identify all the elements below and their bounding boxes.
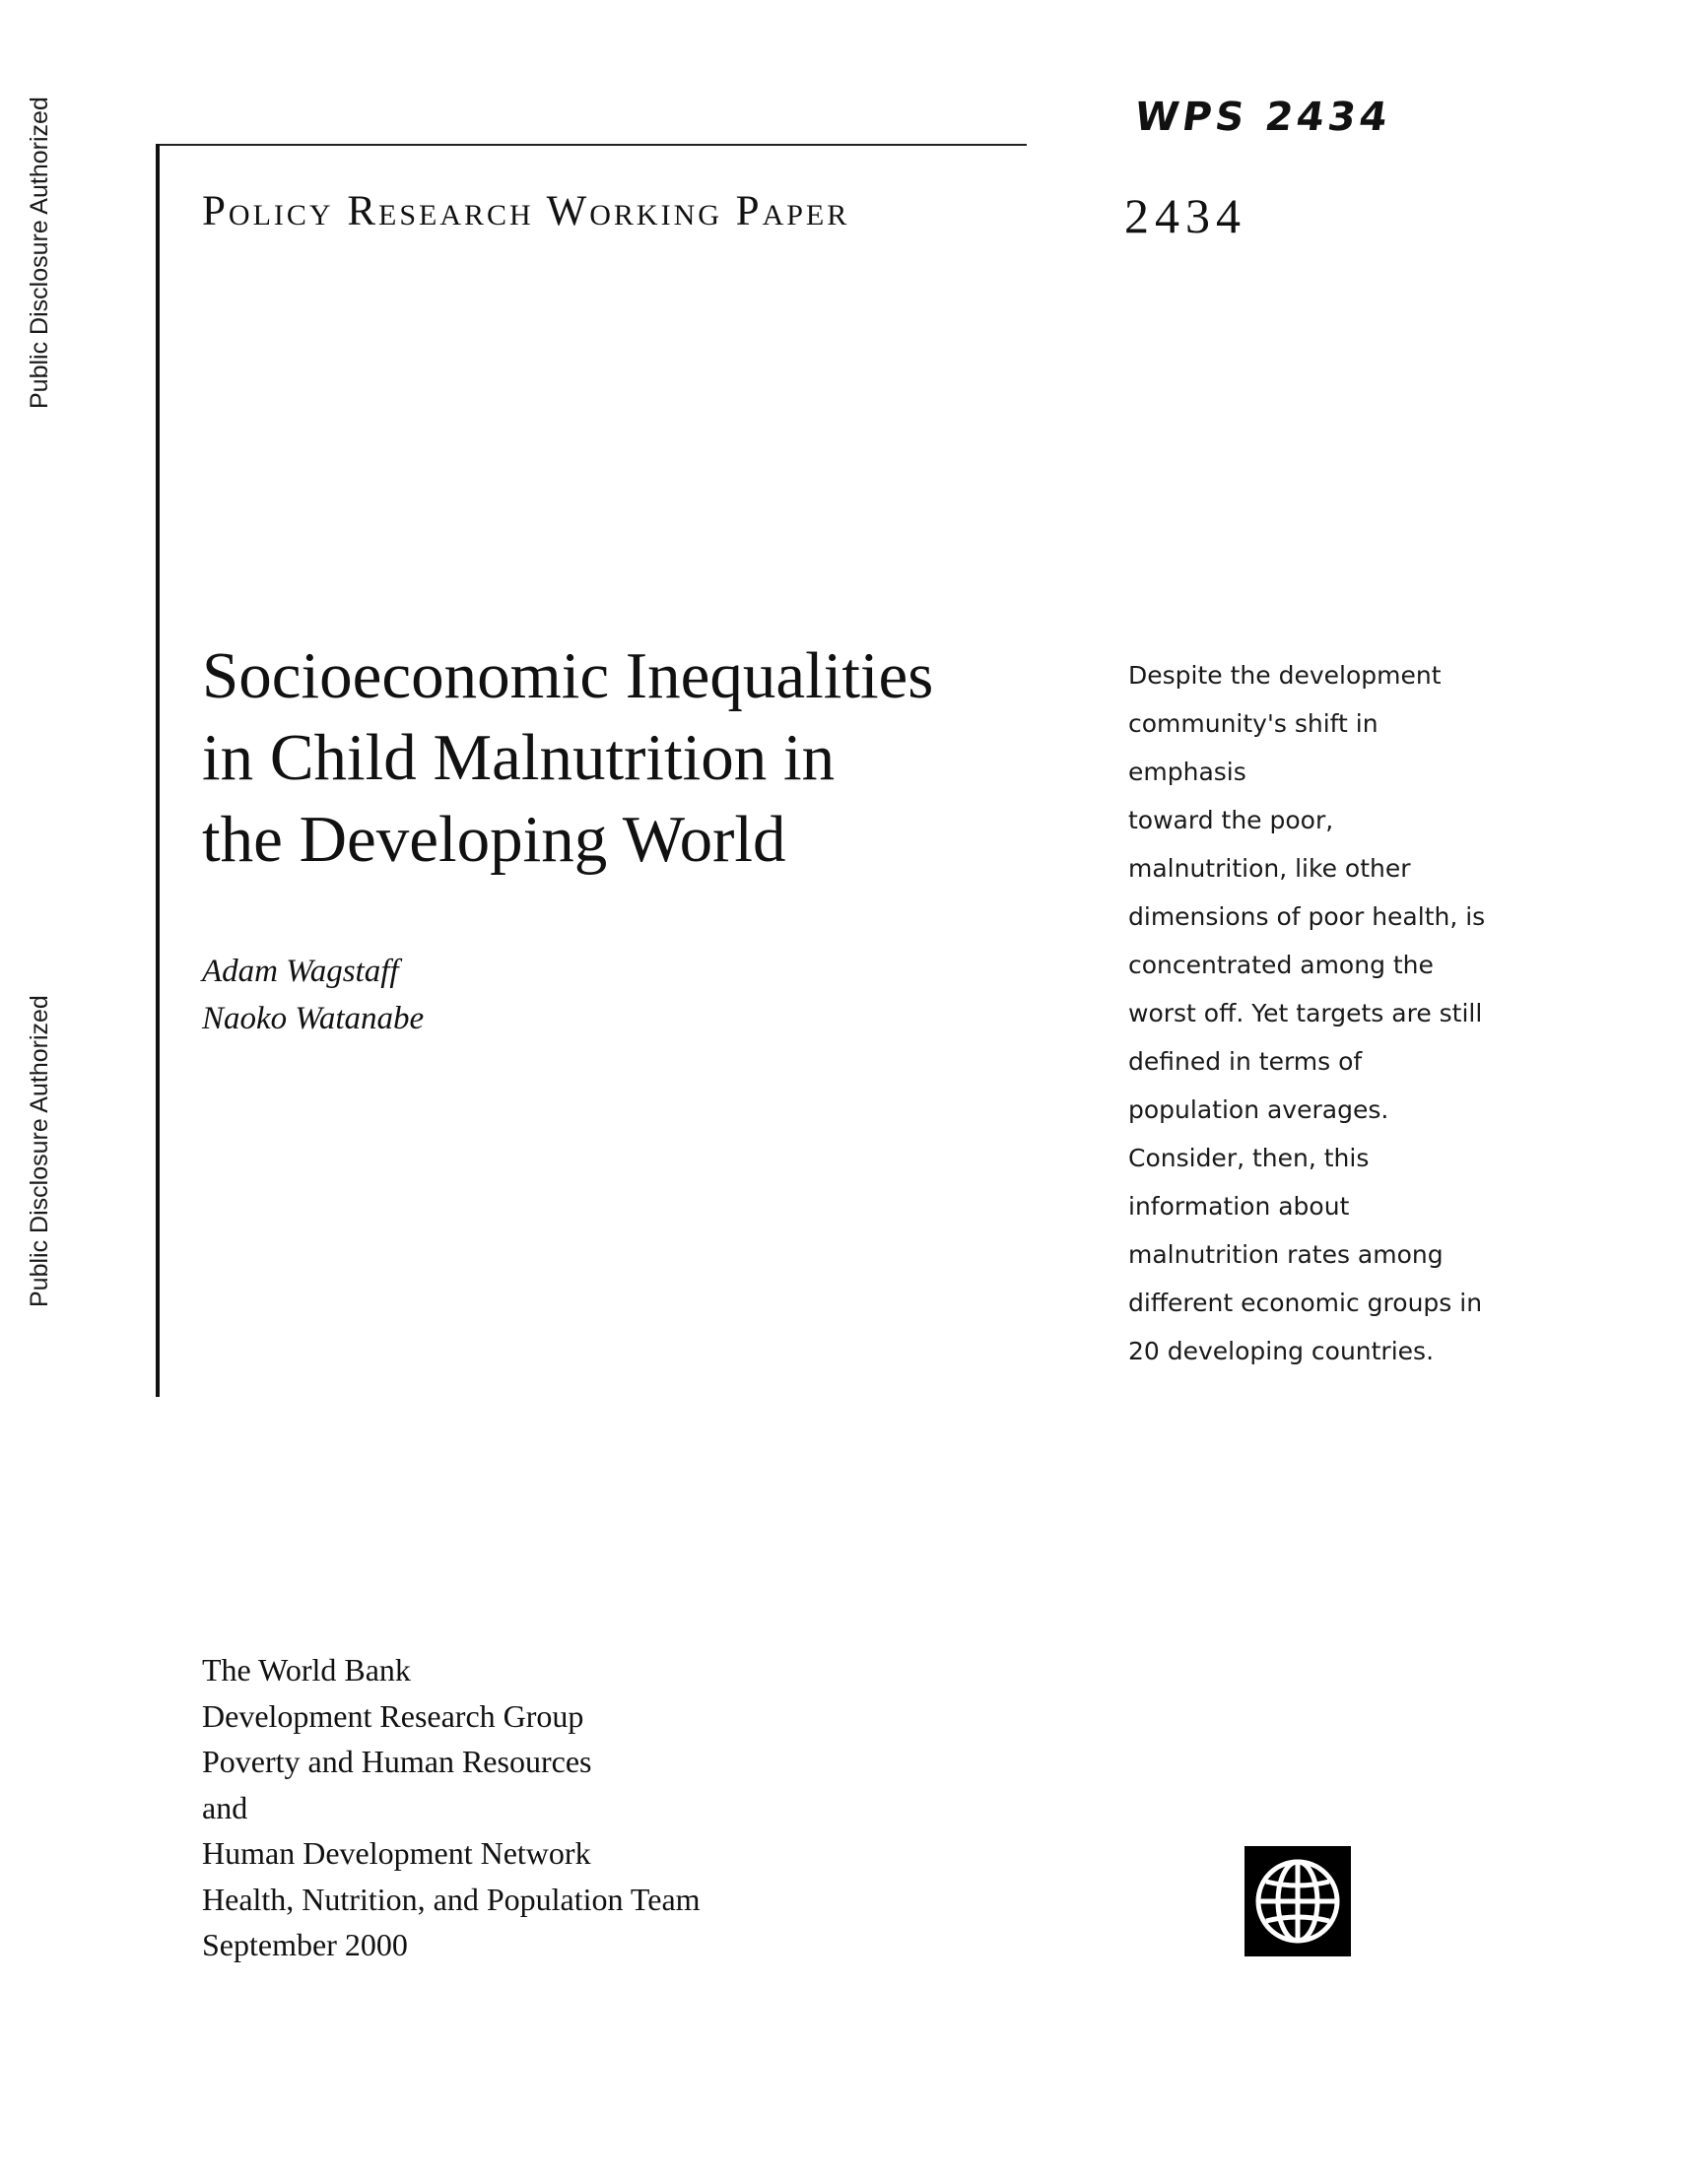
- abstract-line: concentrated among the: [1128, 951, 1434, 979]
- title-line: the Developing World: [202, 803, 786, 876]
- publication-date: September 2000: [202, 1927, 408, 1962]
- left-rule: [156, 144, 160, 1397]
- author-name: Naoko Watanabe: [202, 1001, 425, 1036]
- abstract-line: community's shift in emphasis: [1128, 709, 1378, 786]
- authors: [202, 948, 424, 1042]
- series-title: Policy Research Working Paper: [202, 188, 850, 234]
- disclosure-label-bottom: Public Disclosure Authorized: [26, 995, 53, 1307]
- affiliation-line: Development Research Group: [202, 1697, 584, 1734]
- abstract-line: defined in terms of: [1128, 1047, 1363, 1076]
- abstract-line: malnutrition, like other: [1128, 854, 1411, 883]
- abstract-line: 20 developing countries.: [1128, 1337, 1435, 1365]
- paper-number: 2434: [1124, 188, 1246, 243]
- affiliation-line: Health, Nutrition, and Population Team: [202, 1881, 701, 1917]
- abstract-line: information about: [1128, 1192, 1350, 1221]
- world-bank-globe-icon: [1244, 1846, 1351, 1956]
- paper-title: [202, 635, 1049, 881]
- abstract-line: Consider, then, this: [1128, 1144, 1370, 1172]
- handwritten-paper-id: WPS 2434: [1131, 95, 1394, 140]
- title-line: Socioeconomic Inequalities: [202, 639, 934, 712]
- abstract-line: different economic groups in: [1128, 1289, 1483, 1317]
- abstract-line: worst off. Yet targets are still: [1128, 999, 1483, 1027]
- abstract-line: dimensions of poor health, is: [1128, 902, 1486, 931]
- affiliation-line: Poverty and Human Resources: [202, 1744, 592, 1779]
- affiliation-line: The World Bank: [202, 1652, 411, 1688]
- affiliation-line: Human Development Network: [202, 1835, 591, 1871]
- abstract-line: toward the poor,: [1128, 806, 1334, 834]
- abstract: [1128, 651, 1503, 1375]
- affiliation: [202, 1647, 701, 1968]
- title-line: in Child Malnutrition in: [202, 721, 836, 794]
- top-rule: [156, 144, 1027, 146]
- globe-icon: [1250, 1854, 1345, 1949]
- abstract-line: malnutrition rates among: [1128, 1240, 1444, 1269]
- affiliation-line: and: [202, 1789, 248, 1825]
- author-name: Adam Wagstaff: [202, 954, 399, 989]
- abstract-line: population averages.: [1128, 1095, 1389, 1124]
- disclosure-label-top: Public Disclosure Authorized: [26, 97, 53, 409]
- abstract-line: Despite the development: [1128, 661, 1442, 690]
